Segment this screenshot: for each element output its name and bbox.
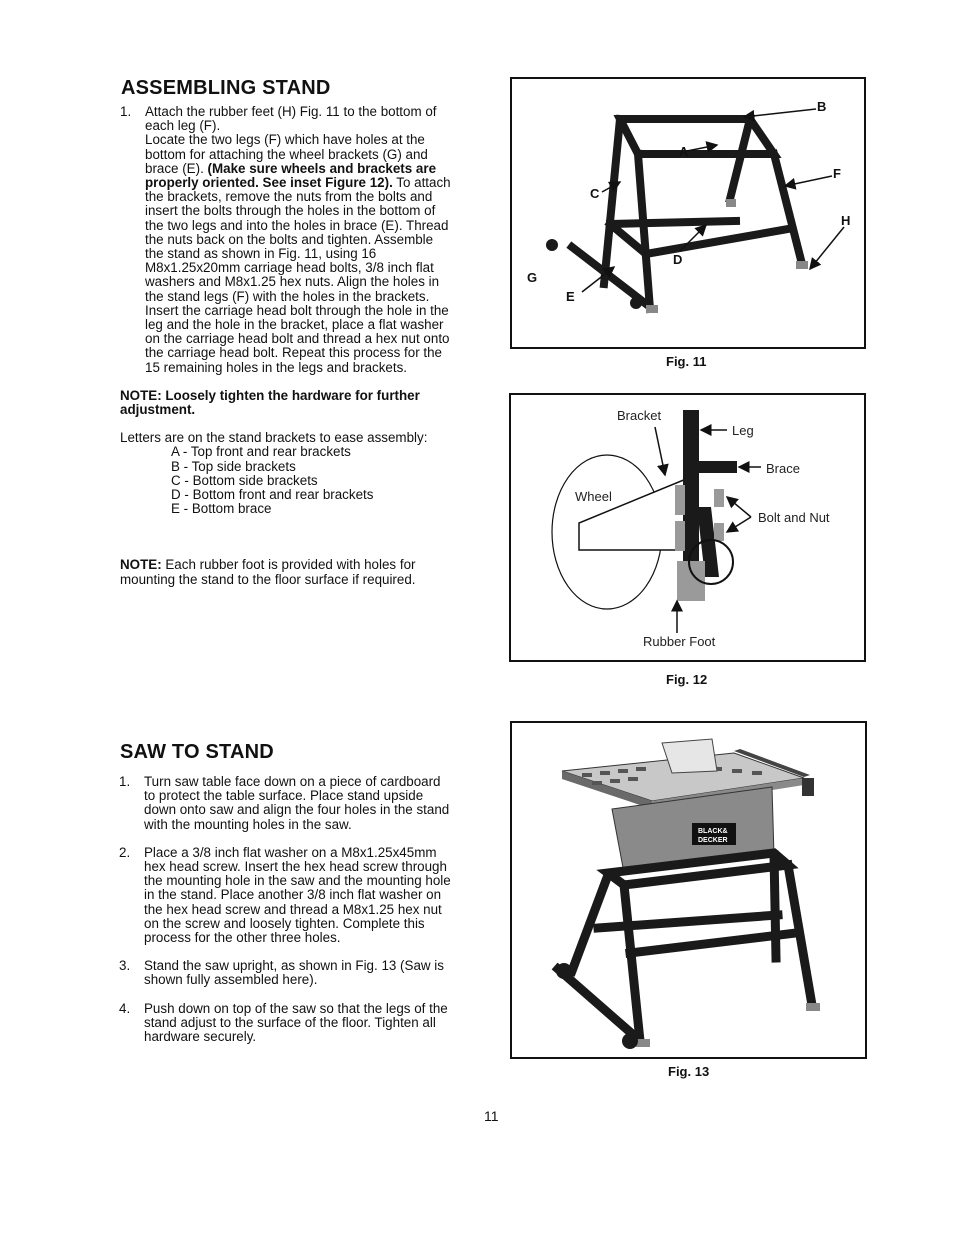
label-rubber-foot: Rubber Foot	[643, 634, 716, 649]
step-line: Push down on top of the saw so that the legs of the	[144, 1000, 448, 1016]
step-line	[145, 162, 490, 176]
list-item: B - Top side brackets	[171, 458, 296, 474]
list-item: E - Bottom brace	[171, 501, 272, 517]
step-line: the hex head screw and thread a M8x1.25 hex nut	[144, 901, 442, 917]
step-line: Locate the two legs (F) which have holes at the	[145, 132, 425, 148]
brace	[699, 461, 737, 473]
saw-step-4	[119, 1002, 489, 1045]
step-line: to protect the table surface. Place stand upside	[144, 788, 424, 804]
step-line: the carriage head bolt. Repeat this process for the	[145, 345, 443, 361]
rubber-foot	[636, 1039, 650, 1047]
brand-logo: DECKER	[698, 837, 728, 844]
stand-assembly-illustration	[512, 79, 864, 347]
step-number: 2.	[119, 844, 131, 860]
label-c: C	[590, 186, 600, 201]
saw-step-1	[119, 775, 489, 832]
step-line: Place a 3/8 inch flat washer on a M8x1.25x45mm	[144, 844, 437, 860]
fig-13-frame	[510, 721, 867, 1059]
step-line: shown fully assembled here).	[144, 972, 318, 988]
bracket-letter-list	[120, 445, 490, 516]
step-number: 1.	[119, 774, 131, 789]
stand-frame	[558, 853, 812, 1041]
saw-to-stand-instructions	[119, 775, 489, 1044]
step-line: hex head screw. Insert the hex head screw through	[144, 859, 447, 875]
bolt	[675, 485, 685, 515]
step-line: each leg (F).	[145, 118, 221, 134]
orientation-warning: (Make sure wheels and brackets are	[207, 160, 437, 176]
step-text: brace (E).	[145, 160, 208, 176]
letters-intro: Letters are on the stand brackets to ease assembly:	[120, 430, 428, 446]
step-line: Insert the carriage head bolt through the hole in the	[145, 302, 449, 318]
fig-13-caption: Fig. 13	[668, 1064, 710, 1079]
note-line: NOTE: Loosely tighten the hardware for further	[120, 387, 420, 403]
blade-guard	[662, 739, 717, 773]
bracket-inset-illustration	[511, 395, 864, 660]
rubber-foot	[796, 261, 808, 269]
nut	[714, 523, 724, 541]
fig-11-caption: Fig. 11	[666, 354, 707, 369]
wheel	[622, 1033, 638, 1049]
rubber-foot	[806, 1003, 820, 1011]
fig-12-caption: Fig. 12	[666, 672, 708, 687]
step-number: 1.	[120, 104, 132, 119]
saw-on-stand-photo	[512, 723, 865, 1057]
loosely-tighten-note	[120, 389, 490, 417]
step-line: process for the other three holes.	[144, 930, 341, 946]
wheel	[556, 963, 572, 979]
step-line: on the screw and loosely tighten. Complete this	[144, 915, 425, 931]
saw-to-stand-heading: SAW TO STAND	[120, 741, 274, 763]
step-line: the two legs and into the holes in brace (E). Thread	[145, 217, 449, 233]
step-line: hardware securely.	[144, 1029, 257, 1045]
step-line: stand adjust to the surface of the floor. Tighten all	[144, 1014, 436, 1030]
rubber-foot-note	[120, 558, 490, 586]
label-b: B	[817, 99, 827, 114]
step-number: 3.	[119, 958, 131, 974]
step-line: leg and the hole in the bracket, place a flat washer	[145, 317, 444, 333]
note-text: Each rubber foot is provided with holes for	[161, 557, 416, 573]
step-line: the brackets, remove the nuts from the bolts and	[145, 189, 433, 205]
step-line: Attach the rubber feet (H) Fig. 11 to the bottom of	[145, 104, 437, 119]
step-line	[145, 176, 490, 190]
label-h: H	[841, 213, 851, 228]
step-line: the nuts back on the bolts and tighten. Assemble	[145, 231, 434, 247]
label-brace: Brace	[766, 461, 800, 476]
step-line: in the stand. Place another 3/8 inch flat washer on	[144, 887, 442, 903]
rubber-foot	[726, 199, 736, 207]
saw-step-2	[119, 846, 489, 945]
label-e: E	[566, 289, 575, 304]
note-line	[120, 558, 490, 572]
wheel	[546, 239, 558, 251]
step-number: 4.	[119, 1000, 131, 1016]
step-line: Stand the saw upright, as shown in Fig. 13 (Saw is	[144, 958, 444, 974]
label-leg: Leg	[732, 423, 754, 438]
step-line: the stand legs (F) with the holes in the brackets.	[145, 288, 430, 304]
step-line: the stand as shown in Fig. 11, using 16	[145, 246, 377, 262]
label-f: F	[833, 166, 841, 181]
list-item: A - Top front and rear brackets	[171, 444, 351, 460]
note-line: mounting the stand to the floor surface if required.	[120, 571, 416, 587]
bolt	[675, 521, 685, 551]
assembling-instructions	[120, 105, 490, 587]
note-line: adjustment.	[120, 402, 196, 418]
label-g: G	[527, 270, 538, 285]
page-number: 11	[484, 1108, 499, 1124]
nut	[714, 489, 724, 507]
step-line: M8x1.25x20mm carriage head bolts, 3/8 inch flat	[145, 260, 434, 276]
label-d: D	[673, 252, 683, 267]
label-a: A	[679, 144, 689, 159]
step-line: bottom for attaching the wheel brackets (G) and	[145, 146, 428, 162]
orientation-warning-cont: properly oriented. See inset Figure 12).	[145, 175, 393, 191]
list-item: C - Bottom side brackets	[171, 472, 318, 488]
fence-clamp	[802, 778, 814, 796]
label-wheel: Wheel	[575, 489, 612, 504]
step-line: on the carriage head bolt and thread a hex nut onto	[145, 331, 450, 347]
fig-11-frame	[510, 77, 866, 349]
step-line: 15 remaining holes in the legs and brackets.	[145, 359, 408, 375]
wheel	[630, 297, 642, 309]
brand-logo: BLACK&	[698, 828, 728, 835]
step-line: washers and M8x1.25 hex nuts. Align the holes in	[145, 274, 440, 290]
note-label: NOTE:	[120, 557, 162, 573]
saw-step-3	[119, 959, 489, 987]
label-bracket: Bracket	[617, 408, 662, 423]
step-line: Turn saw table face down on a piece of cardboard	[144, 774, 441, 789]
fig-12-frame	[509, 393, 866, 662]
label-bolt-and-nut: Bolt and Nut	[758, 510, 830, 525]
step-line: down onto saw and align the four holes in the stand	[144, 802, 450, 818]
step-line: with the mounting holes in the saw.	[144, 816, 352, 832]
list-item: D - Bottom front and rear brackets	[171, 487, 374, 503]
assembling-stand-heading: ASSEMBLING STAND	[121, 77, 331, 99]
step-text: To attach	[392, 175, 451, 191]
assembling-step-1	[120, 105, 490, 375]
rubber-foot	[646, 305, 658, 313]
step-line: the mounting hole in the saw and the mounting hole	[144, 873, 451, 889]
step-line: insert the bolts through the holes in the bottom of	[145, 203, 436, 219]
